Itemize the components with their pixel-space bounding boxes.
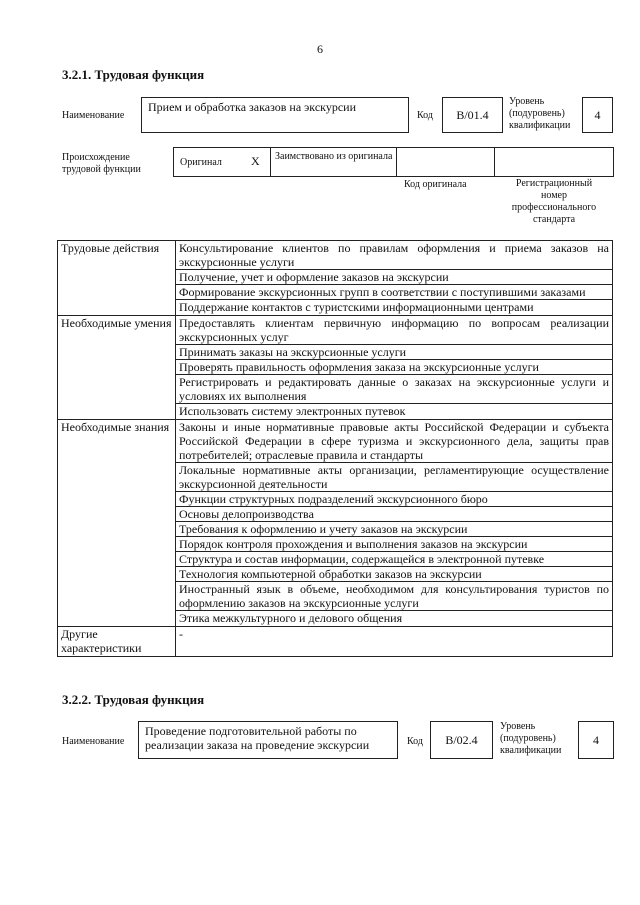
name-label-2: Наименование: [62, 736, 125, 747]
list-item: Порядок контроля прохождения и выполнения заказов на экскурсии: [176, 536, 612, 551]
table-row: [58, 420, 613, 627]
list-item: Локальные нормативные акты организации, регламентирующие осуществление экскурсионной деятельности: [176, 462, 612, 491]
origin-row: [173, 147, 614, 177]
level-label: Уровень (подуровень) квалификации: [509, 96, 571, 131]
list-item: Получение, учет и оформление заказов на экскурсии: [176, 269, 612, 284]
section-title-1: 3.2.1. Трудовая функция: [62, 67, 205, 82]
section-title-2: 3.2.2. Трудовая функция: [62, 692, 205, 707]
list-item: Принимать заказы на экскурсионные услуги: [176, 344, 612, 359]
level-label-2: Уровень (подуровень) квалификации: [500, 721, 562, 756]
original-mark: X: [251, 154, 260, 168]
code-label-2: Код: [407, 736, 423, 747]
function-name-field-2: Проведение подготовительной работы по реализации заказа на проведение экскурсии: [138, 721, 398, 759]
category-cell: Другие характеристики: [58, 627, 176, 657]
level-field-2: 4: [578, 721, 614, 759]
list-item: Требования к оформлению и учету заказов на экскурсии: [176, 521, 612, 536]
category-cell: Трудовые действия: [58, 241, 176, 316]
name-label: Наименование: [62, 110, 125, 121]
code-field-2: B/02.4: [430, 721, 493, 759]
function-name-field: Прием и обработка заказов на экскурсии: [141, 97, 409, 133]
table-row: [58, 316, 613, 420]
function-table: [57, 240, 613, 657]
items-cell: [176, 316, 613, 420]
items-cell: [176, 420, 613, 627]
list-item: Предоставлять клиентам первичную информацию по вопросам реализации экскурсионных услуг: [179, 316, 609, 344]
list-item: Поддержание контактов с туристскими информационными центрами: [176, 299, 612, 314]
borrowed-label: Заимствовано из оригинала: [275, 151, 393, 162]
list-item: Законы и иные нормативные правовые акты Российской Федерации и субъекта Российской Федерации в сфере туризма и экскурсионного дела, защиты прав потребителей; отраслевые правила и стандарты: [179, 420, 609, 462]
list-item: Регистрировать и редактировать данные о заказах на экскурсионные услуги и условиях их выполнения: [176, 374, 612, 403]
code-original-label: Код оригинала: [404, 179, 467, 190]
list-item: -: [179, 627, 183, 641]
code-field: B/01.4: [442, 97, 503, 133]
table-row: [58, 627, 613, 657]
list-item: Структура и состав информации, содержащейся в электронной путевке: [176, 551, 612, 566]
list-item: Консультирование клиентов по правилам оформления и приема заказов на экскурсионные услуги: [179, 241, 609, 269]
page-number: 6: [317, 42, 323, 56]
list-item: Технология компьютерной обработки заказов на экскурсии: [176, 566, 612, 581]
list-item: Функции структурных подразделений экскурсионного бюро: [176, 491, 612, 506]
reg-number-label: Регистрационный номер профессионального стандарта: [511, 178, 597, 225]
table-row: [58, 241, 613, 316]
items-cell: [176, 627, 613, 657]
category-cell: Необходимые знания: [58, 420, 176, 627]
list-item: Проверять правильность оформления заказа на экскурсионные услуги: [176, 359, 612, 374]
original-label: Оригинал: [180, 157, 222, 168]
list-item: Формирование экскурсионных групп в соответствии с поступившими заказами: [176, 284, 612, 299]
level-field: 4: [582, 97, 613, 133]
list-item: Основы делопроизводства: [176, 506, 612, 521]
list-item: Использовать систему электронных путевок: [176, 403, 612, 418]
items-cell: [176, 241, 613, 316]
code-label: Код: [417, 110, 433, 121]
category-cell: Необходимые умения: [58, 316, 176, 420]
origin-label: Происхождение трудовой функции: [62, 152, 141, 175]
list-item: Иностранный язык в объеме, необходимом для консультирования туристов по оформлению заказов на экскурсионные услуги: [176, 581, 612, 610]
list-item: Этика межкультурного и делового общения: [176, 610, 612, 625]
